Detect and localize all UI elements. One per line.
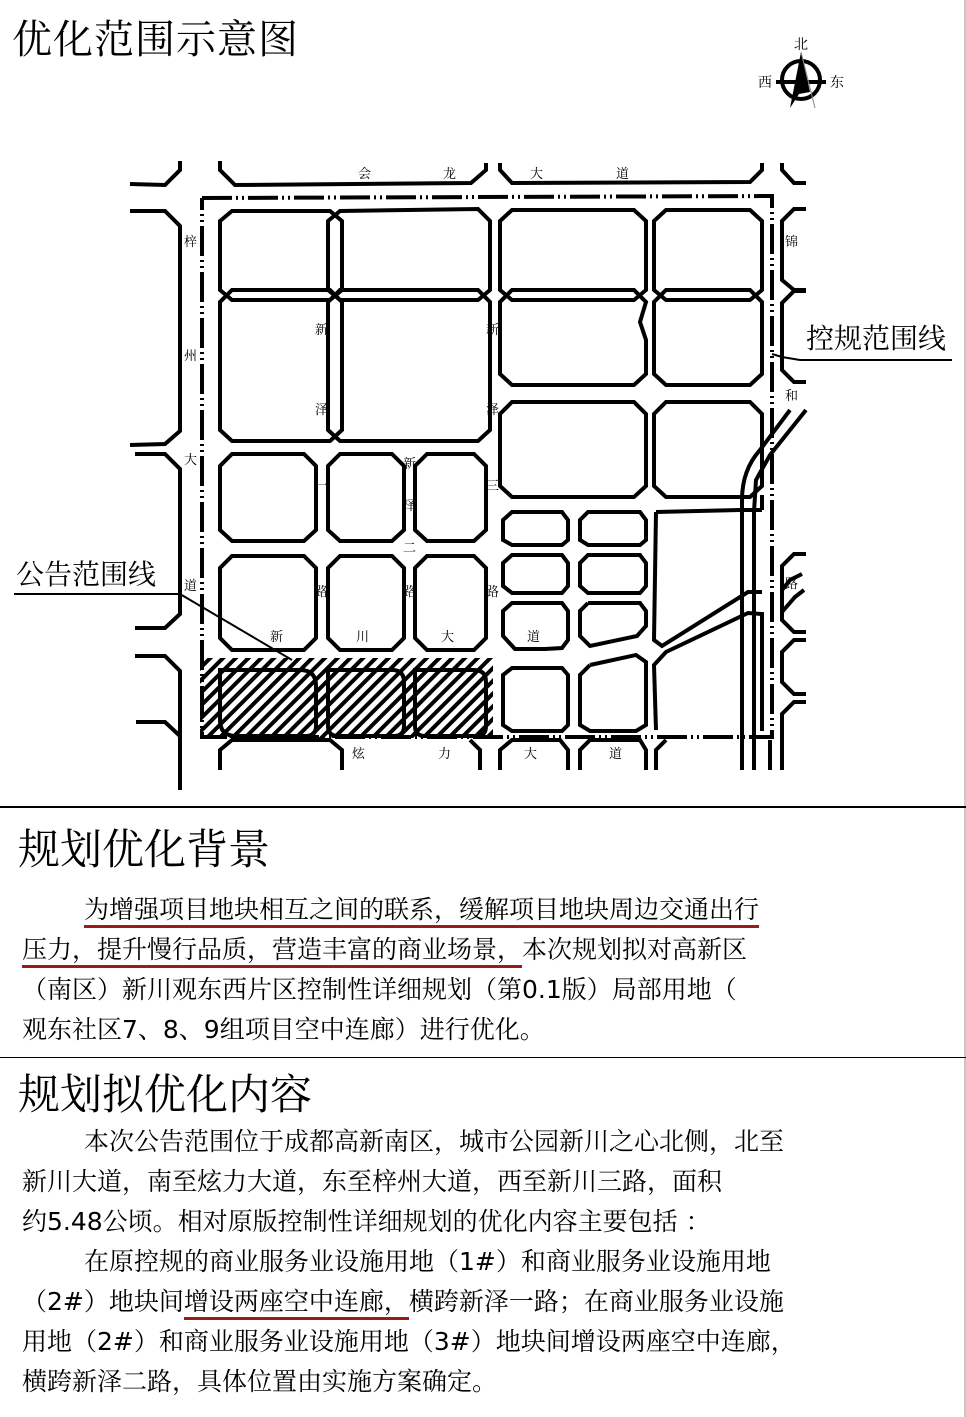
plain-text: （2#）地块间 xyxy=(22,1287,184,1316)
plain-text: （南区）新川观东西片区控制性详细规划（第0.1版）局部用地（ xyxy=(22,975,737,1004)
road-label: 锦 xyxy=(785,235,799,250)
road-label: 道 xyxy=(616,167,630,182)
road-label: 道 xyxy=(527,630,541,645)
road-label: 路 xyxy=(403,585,417,600)
background-line-2 xyxy=(22,930,952,970)
road-label: 路 xyxy=(785,577,799,592)
compass-east-label: 东 xyxy=(830,75,844,91)
north-arrow-icon xyxy=(758,37,844,108)
road-label: 和 xyxy=(785,389,799,404)
road-label: 龙 xyxy=(443,167,457,182)
content-line xyxy=(22,1282,952,1322)
content-section-title: 规划拟优化内容 xyxy=(18,1070,313,1119)
background-paragraph xyxy=(22,890,952,1050)
content-line: 用地（2#）和商业服务业设施用地（3#）地块间增设两座空中连廊， xyxy=(22,1327,796,1356)
road-label: 力 xyxy=(438,747,452,762)
content-paragraph-2 xyxy=(22,1242,952,1402)
road-label: 州 xyxy=(184,349,198,364)
background-line-1 xyxy=(22,890,952,930)
road-label: 会 xyxy=(358,167,372,182)
control-plan-boundary-label: 控规范围线 xyxy=(806,322,947,355)
notice-area-hatch xyxy=(200,658,493,738)
road-label: 二 xyxy=(403,541,417,556)
road-label: 梓 xyxy=(184,235,198,250)
content-line: 横跨新泽二路，具体位置由实施方案确定。 xyxy=(22,1367,498,1396)
underlined-text: 压力，提升慢行品质，营造丰富的商业场景， xyxy=(22,935,522,968)
section-divider xyxy=(0,1057,966,1058)
road-label: 大 xyxy=(524,747,538,762)
road-label: 川 xyxy=(356,630,370,645)
underlined-text: 为增强项目地块相互之间的联系，缓解项目地块周边交通出行 xyxy=(84,895,759,928)
background-line-4 xyxy=(22,1010,952,1050)
road-label: 大 xyxy=(184,453,198,468)
road-label: 一 xyxy=(315,479,329,494)
content-line: 在原控规的商业服务业设施用地（1#）和商业服务业设施用地 xyxy=(84,1247,771,1276)
road-label: 泽 xyxy=(403,499,417,514)
road-label: 道 xyxy=(184,579,198,594)
road-label: 道 xyxy=(609,747,623,762)
road-label: 路 xyxy=(486,585,500,600)
plain-text: 本次规划拟对高新区 xyxy=(522,935,748,964)
background-line-3 xyxy=(22,970,952,1010)
content-paragraph-1 xyxy=(22,1122,952,1242)
plain-text: 横跨新泽一路；在商业服务业设施 xyxy=(408,1287,784,1316)
background-section-title: 规划优化背景 xyxy=(18,825,271,874)
road-label: 路 xyxy=(315,585,329,600)
content-line: 本次公告范围位于成都高新南区，城市公园新川之心北侧，北至 xyxy=(84,1127,785,1156)
road-label: 泽 xyxy=(315,403,329,418)
road-label: 新 xyxy=(486,323,500,338)
notice-boundary-label: 公告范围线 xyxy=(16,558,157,591)
road-label: 新 xyxy=(270,630,284,645)
compass-west-label: 西 xyxy=(758,75,772,91)
compass-north-label: 北 xyxy=(794,37,808,53)
content-line: 新川大道，南至炫力大道，东至梓州大道，西至新川三路，面积 xyxy=(22,1167,723,1196)
road-label: 新 xyxy=(403,457,417,472)
plain-text: 观东社区7、8、9组项目空中连廊）进行优化。 xyxy=(22,1015,545,1044)
road-label: 大 xyxy=(530,167,544,182)
road-label: 泽 xyxy=(486,403,500,418)
road-label: 三 xyxy=(486,479,500,494)
road-label: 炫 xyxy=(352,747,366,762)
underlined-text: 增设两座空中连廊， xyxy=(184,1287,409,1320)
section-divider xyxy=(0,806,966,808)
road-label: 大 xyxy=(441,630,455,645)
map-title: 优化范围示意图 xyxy=(12,17,299,63)
road-label: 新 xyxy=(315,323,329,338)
content-line: 约5.48公顷。相对原版控制性详细规划的优化内容主要包括 ： xyxy=(22,1207,711,1236)
